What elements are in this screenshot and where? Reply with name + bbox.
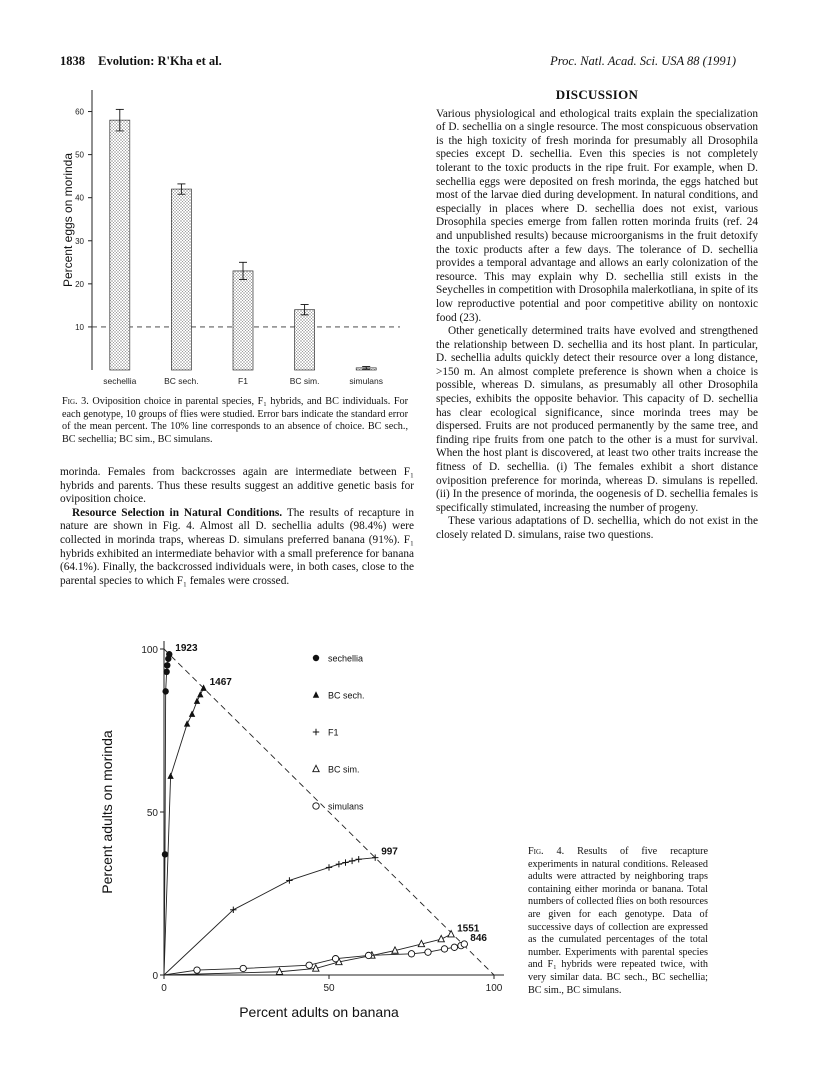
legend-marker	[313, 729, 319, 735]
y-axis-label: Percent eggs on morinda	[61, 152, 75, 288]
figure-3-caption	[62, 396, 408, 446]
series-line	[164, 654, 169, 975]
discussion-paragraph-1: Various physiological and ethological traits explain the specialization of D. sechellia on a single resource. The most conspicuous observation is the high toxicity of fresh morinda for presumably all Drosophila species except D. sechellia. Even this species is not completely tolerant to the toxic products in the ripe fruit. For example, when D. sechellia eggs were deposited on fresh morinda, the eggs hatched but most of the larvae died during development. In natural conditions, and especially in places where D. sechellia does not exist, various Drosophila species emerge from fallen rotten morinda fruits (ref. 24 and unpublished results) because microorganisms in the fruit detoxify the toxic products after a few days. The tolerance of D. sechellia provides a temporal advantage and allows an early colonization of the resource. This may explain why D. sechellia still exists in the Seychelles in competition with Drosophila malerkotliana, in spite of its low reproductive potential and poor competitive ability on nontoxic food (23).	[436, 107, 758, 324]
category-label: simulans	[349, 376, 383, 386]
data-point	[194, 697, 200, 703]
category-label: BC sech.	[164, 376, 199, 386]
left-column-text	[60, 466, 414, 588]
section-label: Evolution: R'Kha et al.	[98, 54, 222, 68]
series-total-label: 1923	[175, 643, 198, 655]
bar	[171, 189, 191, 370]
y-tick-label: 60	[75, 107, 84, 117]
data-point	[336, 861, 342, 867]
discussion-section	[436, 88, 758, 543]
legend-label: sechellia	[328, 653, 364, 664]
data-point	[162, 688, 168, 694]
data-point	[167, 772, 173, 778]
legend-label: F1	[328, 727, 339, 738]
left-paragraph-2-text: The results of recapture in nature are shown in Fig. 4. Almost all D. sechellia adults (98.4%) were collected in morinda traps, whereas D. simulans preferred banana (91%). F₁ hybrids exhibited an intermediate behavior with a small preference for banana (64.1%). Finally, the backcrossed individuals were, in both cases, close to the parental species to which F₁ females were crossed.	[60, 506, 414, 587]
legend-marker	[313, 655, 319, 661]
data-point	[306, 962, 312, 968]
series-total-label: 846	[470, 933, 487, 945]
data-point	[162, 851, 168, 857]
legend-label: simulans	[328, 801, 364, 812]
category-label: sechellia	[103, 376, 137, 386]
figure-4-line-chart	[80, 632, 530, 1042]
figure-3-caption-label: Fig. 3.	[62, 396, 89, 407]
y-tick-label: 40	[75, 193, 84, 203]
legend-marker	[313, 803, 319, 809]
data-point	[461, 941, 467, 947]
data-point	[197, 691, 203, 697]
y-tick-label: 30	[75, 236, 84, 246]
category-label: F1	[238, 376, 248, 386]
data-point	[451, 944, 457, 950]
legend-marker	[313, 765, 319, 771]
x-tick-label: 100	[485, 983, 503, 994]
discussion-title: DISCUSSION	[555, 87, 639, 102]
x-axis-label: Percent adults on banana	[239, 1004, 399, 1020]
data-point	[163, 669, 169, 675]
y-tick-label: 50	[75, 150, 84, 160]
figure-4-caption	[528, 846, 708, 997]
section-heading-resource-selection: Resource Selection in Natural Conditions.	[72, 506, 283, 519]
data-point	[332, 956, 338, 962]
left-paragraph-2	[60, 507, 414, 589]
figure-3-bar-chart	[60, 82, 420, 392]
discussion-paragraph-2: Other genetically determined traits have evolved and strengthened the relationship between D. sechellia and its host plant. In particular, D. sechellia adults quickly detect their resource over a long distance, >150 m. An almost complete preference is shown when a choice is possible, whereas D. simulans, as presumably all other Drosophila species, exhibits the opposite behavior. This capacity of D. sechellia has clear ecological significance, since morinda trees may be dispersed. Fruits are not produced permanently by the same tree, and finding ripe fruits from one patch to the other is a must for survival. When the host plant is discovered, at least two other traits increase the fitness of D. sechellia. (i) The females exhibit a short distance oviposition preference for morinda, whereas D. simulans is repelled. (ii) In the presence of morinda, the oogenesis of D. sechellia females is specifically stimulated, increasing the number of progeny.	[436, 325, 758, 514]
bar	[295, 310, 315, 370]
data-point	[438, 935, 444, 941]
data-point	[184, 720, 190, 726]
x-tick-label: 0	[161, 983, 167, 994]
y-tick-label: 20	[75, 279, 84, 289]
data-point	[342, 859, 348, 865]
legend-label: BC sech.	[328, 690, 365, 701]
series-total-label: 1467	[209, 677, 232, 689]
data-point	[166, 651, 172, 657]
page-number: 1838	[60, 54, 85, 68]
data-point	[326, 864, 332, 870]
data-point	[408, 951, 414, 957]
data-point	[286, 877, 292, 883]
data-point	[365, 952, 371, 958]
left-paragraph-1: morinda. Females from backcrosses again are intermediate between F₁ hybrids and parents. Thus these results suggest an additive genetic basis for oviposition choice.	[60, 466, 414, 506]
x-tick-label: 50	[323, 983, 335, 994]
legend-label: BC sim.	[328, 764, 360, 775]
data-point	[356, 856, 362, 862]
data-point	[441, 946, 447, 952]
figure-3-caption-text: Oviposition choice in parental species, F₁ hybrids, and BC individuals. For each genotype, 10 groups of flies were studied. Error bars indicate the standard error of the mean percent. The 10% line corresponds to an absence of choice. BC sech., BC sechellia; BC sim., BC simulans.	[62, 396, 408, 445]
category-label: BC sim.	[289, 376, 320, 386]
discussion-paragraph-3: These various adaptations of D. sechellia, which do not exist in the closely related D. simulans, raise two questions.	[436, 515, 758, 541]
legend-marker	[313, 691, 319, 697]
data-point	[425, 949, 431, 955]
bar	[110, 120, 130, 370]
data-point	[189, 711, 195, 717]
data-point	[194, 967, 200, 973]
y-axis-label: Percent adults on morinda	[99, 730, 115, 894]
running-header-left	[60, 54, 222, 69]
data-point	[240, 965, 246, 971]
y-tick-label: 50	[146, 808, 158, 819]
data-point	[349, 858, 355, 864]
bar	[233, 271, 253, 370]
journal-citation: Proc. Natl. Acad. Sci. USA 88 (1991)	[550, 54, 736, 68]
figure-4-caption-label: Fig. 4.	[528, 846, 565, 857]
y-tick-label: 0	[152, 971, 158, 982]
series-line	[164, 858, 375, 975]
series-line	[164, 688, 204, 975]
series-total-label: 997	[381, 846, 398, 858]
figure-4-caption-text: Results of five recapture experiments in natural conditions. Released adults were attracted by neighboring traps containing either morinda or banana. Total numbers of collected flies on both resources are given for each genotype. Data of successive days of collection are expressed as the cumulated percentages of the total number. Experiments with parental species and F₁ hybrids were repeated twice, with very similar data. BC sech., BC sechellia; BC sim., BC simulans.	[528, 846, 708, 996]
data-point	[448, 931, 454, 937]
y-tick-label: 10	[75, 322, 84, 332]
y-tick-label: 100	[141, 645, 158, 656]
data-point	[164, 662, 170, 668]
series-total-label: 1551	[457, 923, 480, 935]
